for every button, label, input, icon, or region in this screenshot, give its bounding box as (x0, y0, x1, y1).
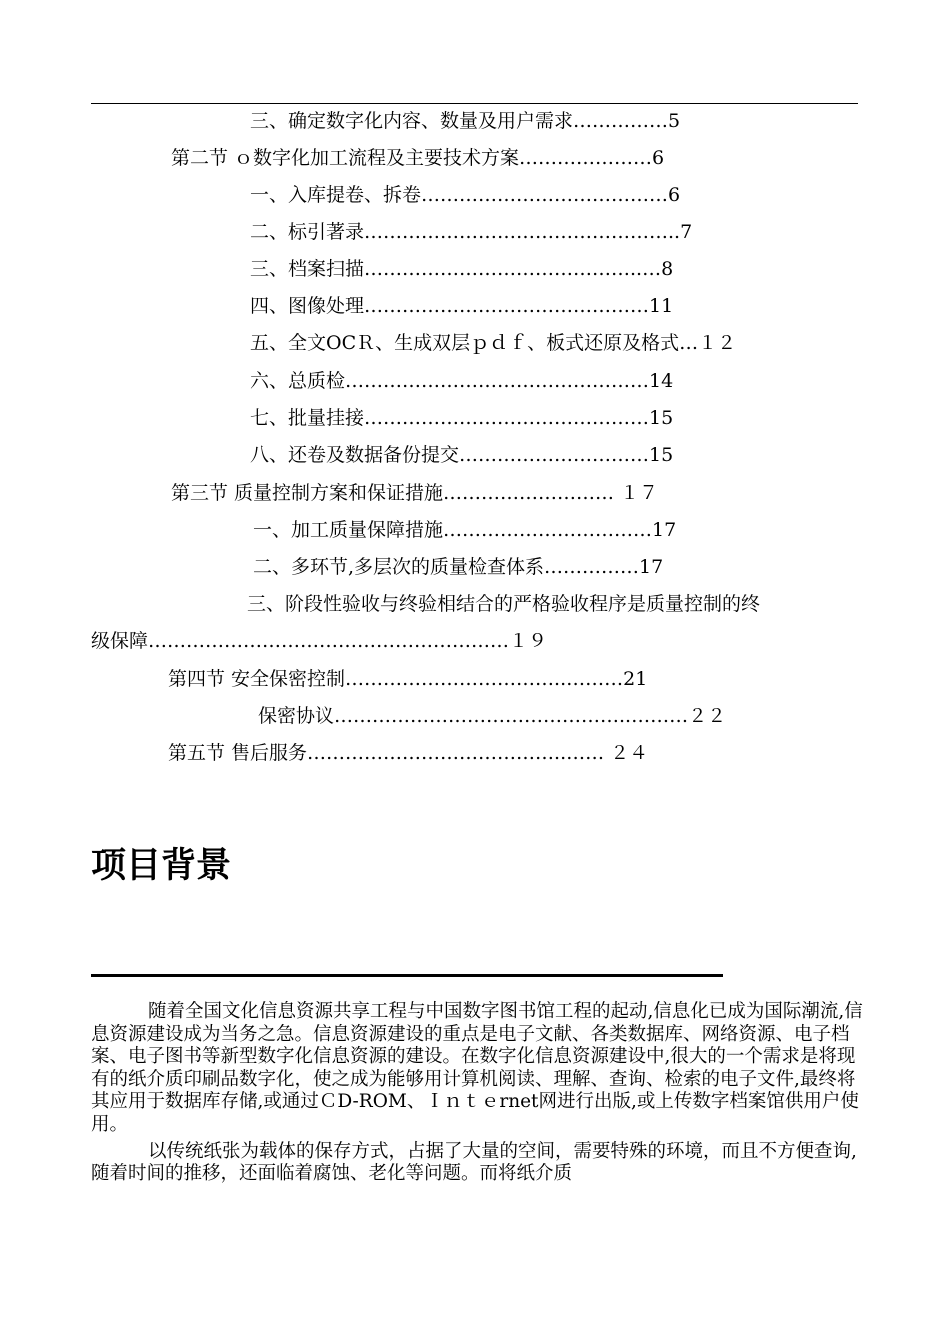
toc-entry[interactable]: 第二节 ｏ数字化加工流程及主要技术方案…………………6 (171, 147, 665, 169)
toc-entry[interactable]: 八、还卷及数据备份提交…………………………15 (250, 444, 674, 466)
toc-entry[interactable]: 三、阶段性验收与终验相结合的严格验收程序是质量控制的终 (247, 593, 761, 615)
toc-entry[interactable]: 二、多环节,多层次的质量检查体系……………17 (253, 556, 664, 578)
toc-entry[interactable]: 七、批量挂接………………………………………15 (250, 407, 674, 429)
toc-entry[interactable]: 六、总质检…………………………………………14 (250, 370, 674, 392)
paragraph: 以传统纸张为载体的保存方式，占据了大量的空间，需要特殊的环境，而且不方便查询,随着时间的推移，还面临着腐蚀、老化等问题。而将纸介质 (91, 1140, 857, 1185)
toc-entry[interactable]: 三、档案扫描……………………………………..…8 (250, 258, 674, 280)
body-text (91, 1001, 871, 1186)
toc-entry[interactable]: 一、加工质量保障措施……………………………17 (253, 519, 677, 541)
toc-entry[interactable]: 四、图像处理………………………………………11 (250, 295, 674, 317)
section-heading: 项目背景 (91, 846, 232, 886)
paragraph: 随着全国文化信息资源共享工程与中国数字图书馆工程的起动,信息化已成为国际潮流,信息资源建设成为当务之急。信息资源建设的重点是电子文献、各类数据库、网络资源、电子档案、电子图书等新型数字化信息资源的建设。在数字化信息资源建设中,很大的一个需求是将现有的纸介质印刷品数字化，使之成为能够用计算机阅读、理解、查询、检索的电子文件,最终将其应用于数据库存储,或通过ＣD-ROM、Ｉｎｔｅrnet网进行出版,或上传数字档案馆供用户使用。 (91, 1001, 863, 1135)
toc-entry[interactable]: 二、标引著录…………………………………………..7 (250, 221, 693, 243)
toc-entry[interactable]: 五、全文OCＲ、生成双层ｐｄｆ、板式还原及格式…１２ (250, 332, 737, 354)
toc-entry[interactable]: 第五节 售后服务…………………………………..…… ２４ (168, 742, 649, 764)
toc-entry[interactable]: 保密协议………………………………………..………２２ (258, 705, 727, 727)
toc-entry[interactable]: 级保障…………………………………………………１９ (91, 630, 548, 652)
heading-underline (91, 974, 723, 977)
top-rule (91, 103, 858, 104)
toc-entry[interactable]: 三、确定数字化内容、数量及用户需求……………5 (250, 110, 681, 132)
toc-entry[interactable]: 第四节 安全保密控制……………………………..………21 (168, 668, 648, 690)
toc-entry[interactable]: 第三节 质量控制方案和保证措施……………………… １７ (171, 482, 659, 504)
toc-entry[interactable]: 一、入库提卷、拆卷…………………………………6 (250, 184, 681, 206)
